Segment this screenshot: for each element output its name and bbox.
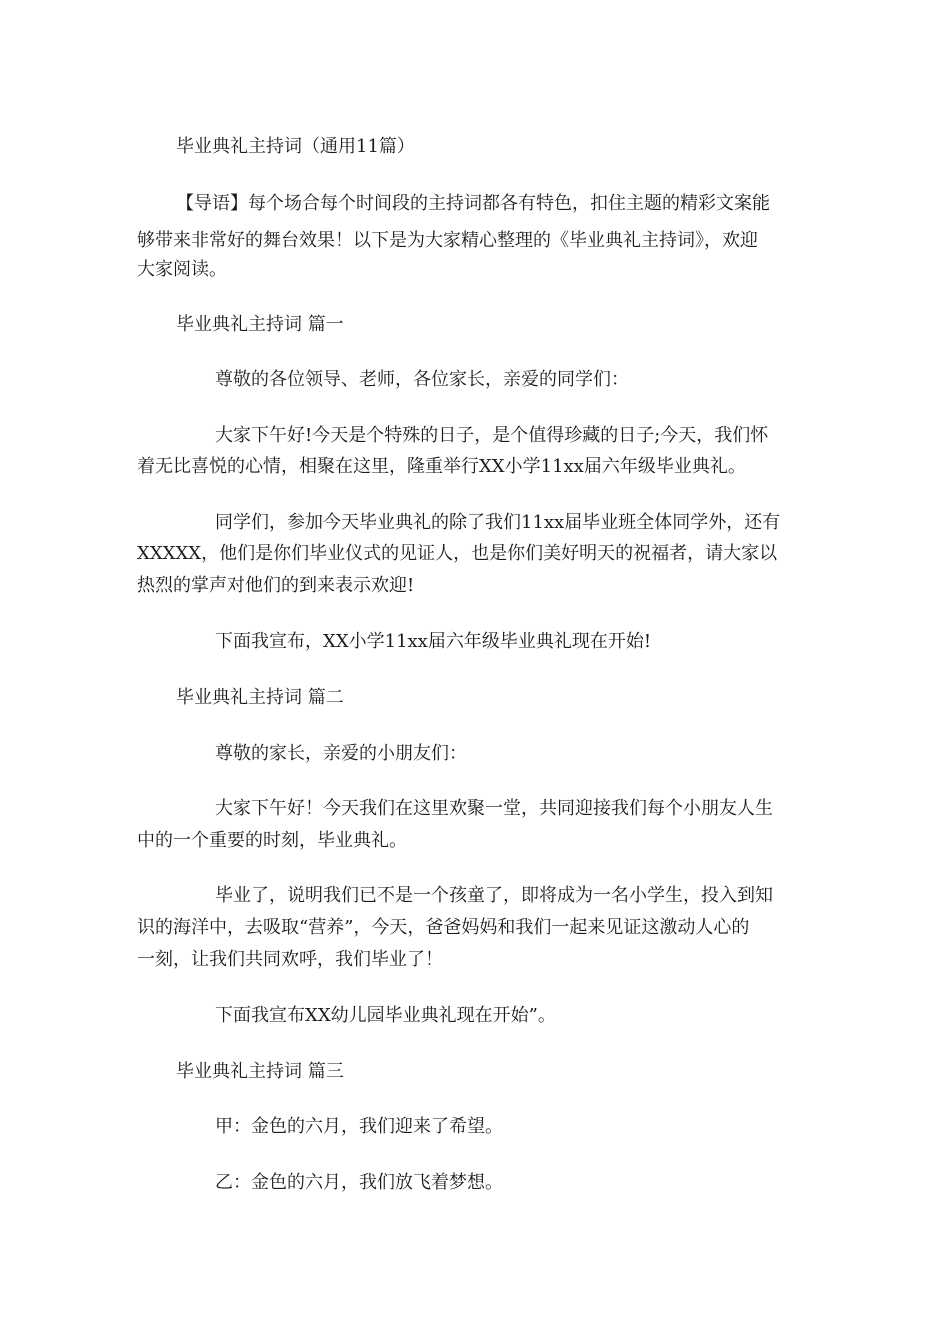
section2-greeting: 尊敬的家长，亲爱的小朋友们： bbox=[215, 743, 467, 764]
section3-line2: 乙：金色的六月，我们放飞着梦想。 bbox=[215, 1172, 503, 1193]
section1-para2-line1: 同学们，参加今天毕业典礼的除了我们11xx届毕业班全体同学外，还有 bbox=[215, 512, 781, 533]
section1-para2-line3: 热烈的掌声对他们的到来表示欢迎! bbox=[137, 575, 415, 596]
section2-para2-line2: 识的海洋中，去吸取“营养”，今天，爸爸妈妈和我们一起来见证这激动人心的 bbox=[137, 917, 750, 938]
section1-para1-line1: 大家下午好!今天是个特殊的日子，是个值得珍藏的日子;今天，我们怀 bbox=[215, 425, 769, 446]
document-title: 毕业典礼主持词（通用11篇） bbox=[176, 136, 415, 157]
section1-para3: 下面我宣布，XX小学11xx届六年级毕业典礼现在开始! bbox=[215, 631, 652, 652]
section1-heading: 毕业典礼主持词 篇一 bbox=[176, 314, 344, 335]
section3-heading: 毕业典礼主持词 篇三 bbox=[176, 1061, 344, 1082]
intro-line-3: 大家阅读。 bbox=[137, 259, 227, 280]
intro-line-1: 【导语】每个场合每个时间段的主持词都各有特色，扣住主题的精彩文案能 bbox=[176, 193, 770, 214]
section1-para1-line2: 着无比喜悦的心情，相聚在这里，隆重举行XX小学11xx届六年级毕业典礼。 bbox=[137, 456, 746, 477]
section2-para3: 下面我宣布XX幼儿园毕业典礼现在开始”。 bbox=[215, 1005, 556, 1026]
section2-heading: 毕业典礼主持词 篇二 bbox=[176, 687, 344, 708]
section1-para2-line2: XXXXX，他们是你们毕业仪式的见证人，也是你们美好明天的祝福者，请大家以 bbox=[137, 543, 778, 564]
section2-para1-line2: 中的一个重要的时刻，毕业典礼。 bbox=[137, 830, 407, 851]
section2-para2-line1: 毕业了，说明我们已不是一个孩童了，即将成为一名小学生，投入到知 bbox=[215, 885, 773, 906]
section3-line1: 甲：金色的六月，我们迎来了希望。 bbox=[215, 1116, 503, 1137]
intro-line-2: 够带来非常好的舞台效果！以下是为大家精心整理的《毕业典礼主持词》，欢迎 bbox=[137, 230, 758, 251]
section2-para1-line1: 大家下午好！今天我们在这里欢聚一堂，共同迎接我们每个小朋友人生 bbox=[215, 798, 773, 819]
section2-para2-line3: 一刻，让我们共同欢呼，我们毕业了！ bbox=[137, 949, 443, 970]
section1-greeting: 尊敬的各位领导、老师，各位家长，亲爱的同学们： bbox=[215, 369, 629, 390]
